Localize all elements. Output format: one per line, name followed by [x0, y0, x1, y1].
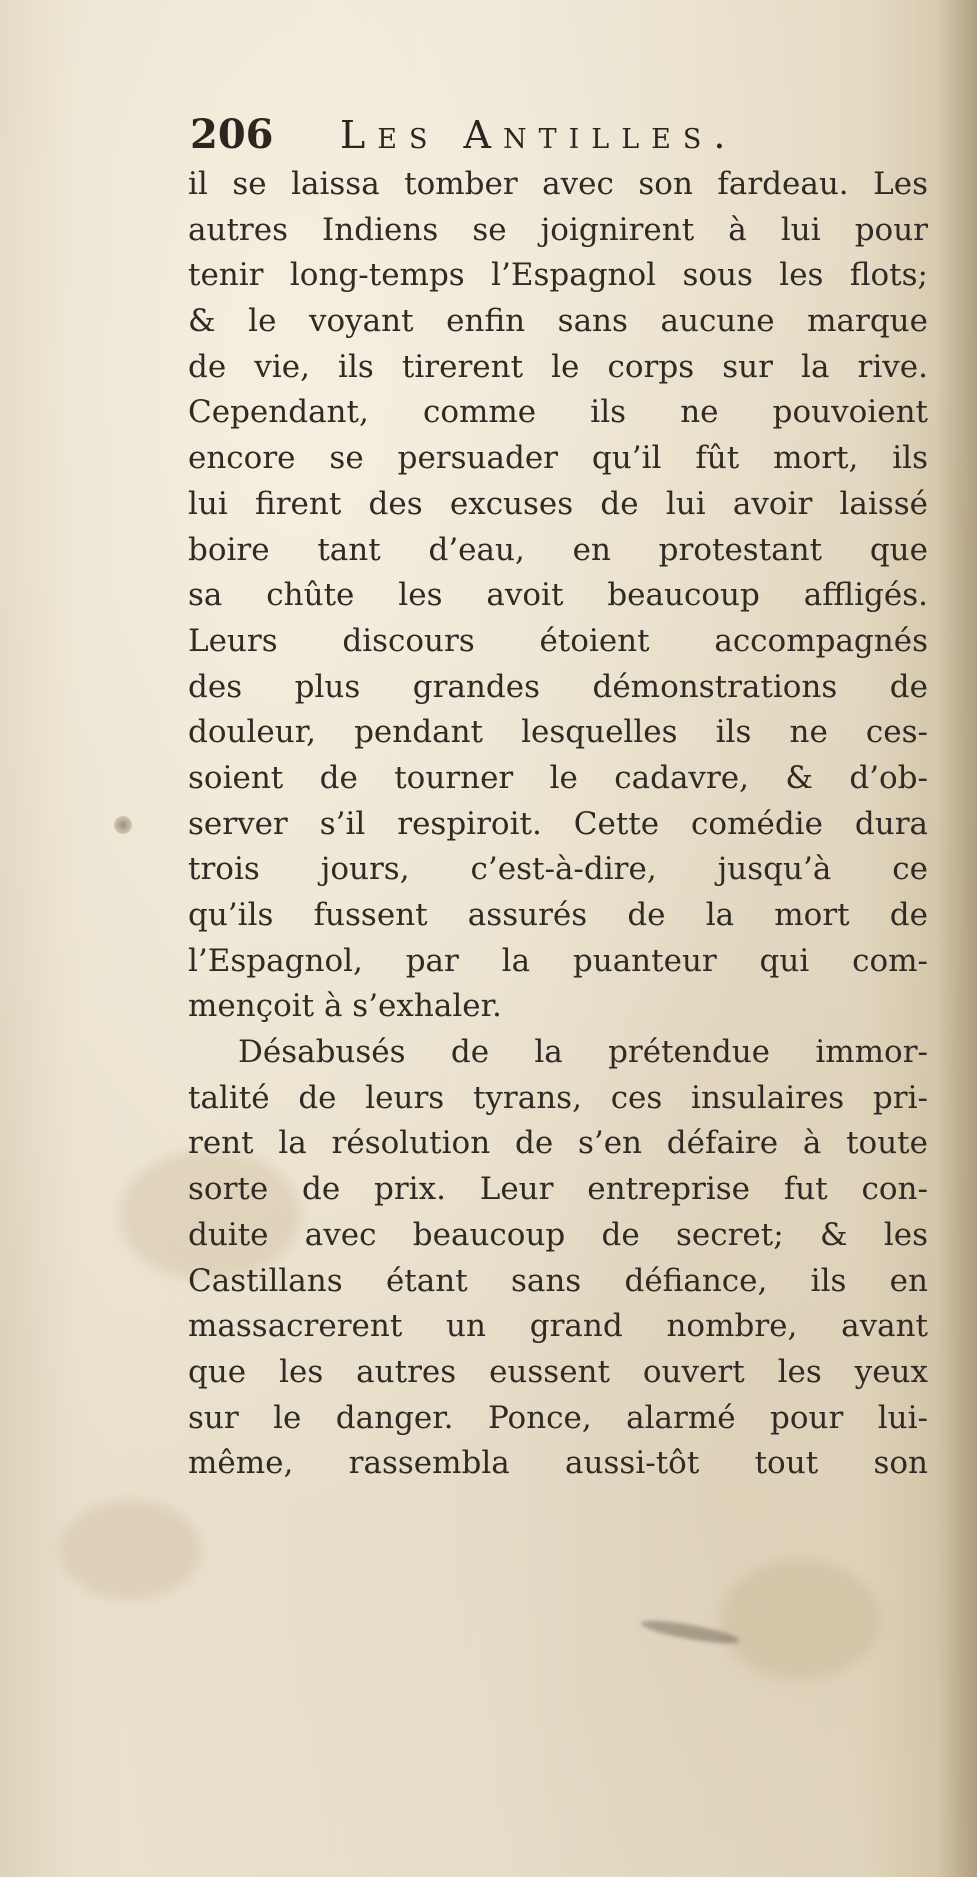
- text-line: Castillans étant sans défiance, ils en: [188, 1262, 928, 1299]
- page-header: [190, 105, 830, 165]
- text-line: qu’ils fussent assurés de la mort de: [188, 897, 928, 933]
- text-line: soient de tourner le cadavre, & d’ob-: [188, 759, 928, 796]
- text-line: sur le danger. Ponce, alarmé pour lui-: [188, 1399, 928, 1436]
- text-line: de vie, ils tirerent le corps sur la rive.: [188, 348, 928, 385]
- text-line: boire tant d’eau, en protestant que: [188, 531, 928, 568]
- text-line: Désabusés de la prétendue immor-: [238, 1034, 928, 1071]
- paper-stain: [720, 1560, 880, 1680]
- text-line: encore se persuader qu’il fût mort, ils: [188, 440, 928, 477]
- paper-stain: [60, 1500, 200, 1600]
- binding-shadow: [937, 0, 977, 1877]
- text-line: server s’il respiroit. Cette comédie dura: [188, 805, 928, 842]
- text-line: tenir long-temps l’Espagnol sous les flots;: [188, 257, 928, 294]
- text-line: des plus grandes démonstrations de: [188, 668, 928, 705]
- text-line: Leurs discours étoient accompagnés: [188, 622, 928, 659]
- text-line: Cependant, comme ils ne pouvoient: [188, 394, 928, 431]
- text-line: rent la résolution de s’en défaire à toute: [188, 1125, 928, 1162]
- text-line: sorte de prix. Leur entreprise fut con-: [188, 1171, 928, 1208]
- text-line: lui firent des excuses de lui avoir laissé: [188, 485, 928, 522]
- text-line: & le voyant enfin sans aucune marque: [188, 303, 928, 340]
- text-line: trois jours, c’est-à-dire, jusqu’à ce: [188, 851, 928, 888]
- text-line: sa chûte les avoit beaucoup affligés.: [188, 577, 928, 614]
- body-text: [188, 162, 928, 1487]
- text-line: mençoit à s’exhaler.: [188, 988, 502, 1025]
- paper-hole: [114, 816, 132, 834]
- text-line: l’Espagnol, par la puanteur qui com-: [188, 942, 928, 979]
- text-line: massacrerent un grand nombre, avant: [188, 1308, 928, 1345]
- text-line: que les autres eussent ouvert les yeux: [188, 1353, 928, 1390]
- page-number: 206: [190, 111, 274, 158]
- text-line: il se laissa tomber avec son fardeau. Les: [188, 166, 928, 202]
- text-line: duite avec beaucoup de secret; & les: [188, 1216, 928, 1253]
- text-line: même, rassembla aussi-tôt tout son: [188, 1445, 928, 1482]
- text-line: talité de leurs tyrans, ces insulaires pri-: [188, 1079, 928, 1116]
- running-head: Les Antilles.: [340, 113, 738, 157]
- text-line: douleur, pendant lesquelles ils ne ces-: [188, 714, 928, 751]
- text-line: autres Indiens se joignirent à lui pour: [188, 211, 928, 248]
